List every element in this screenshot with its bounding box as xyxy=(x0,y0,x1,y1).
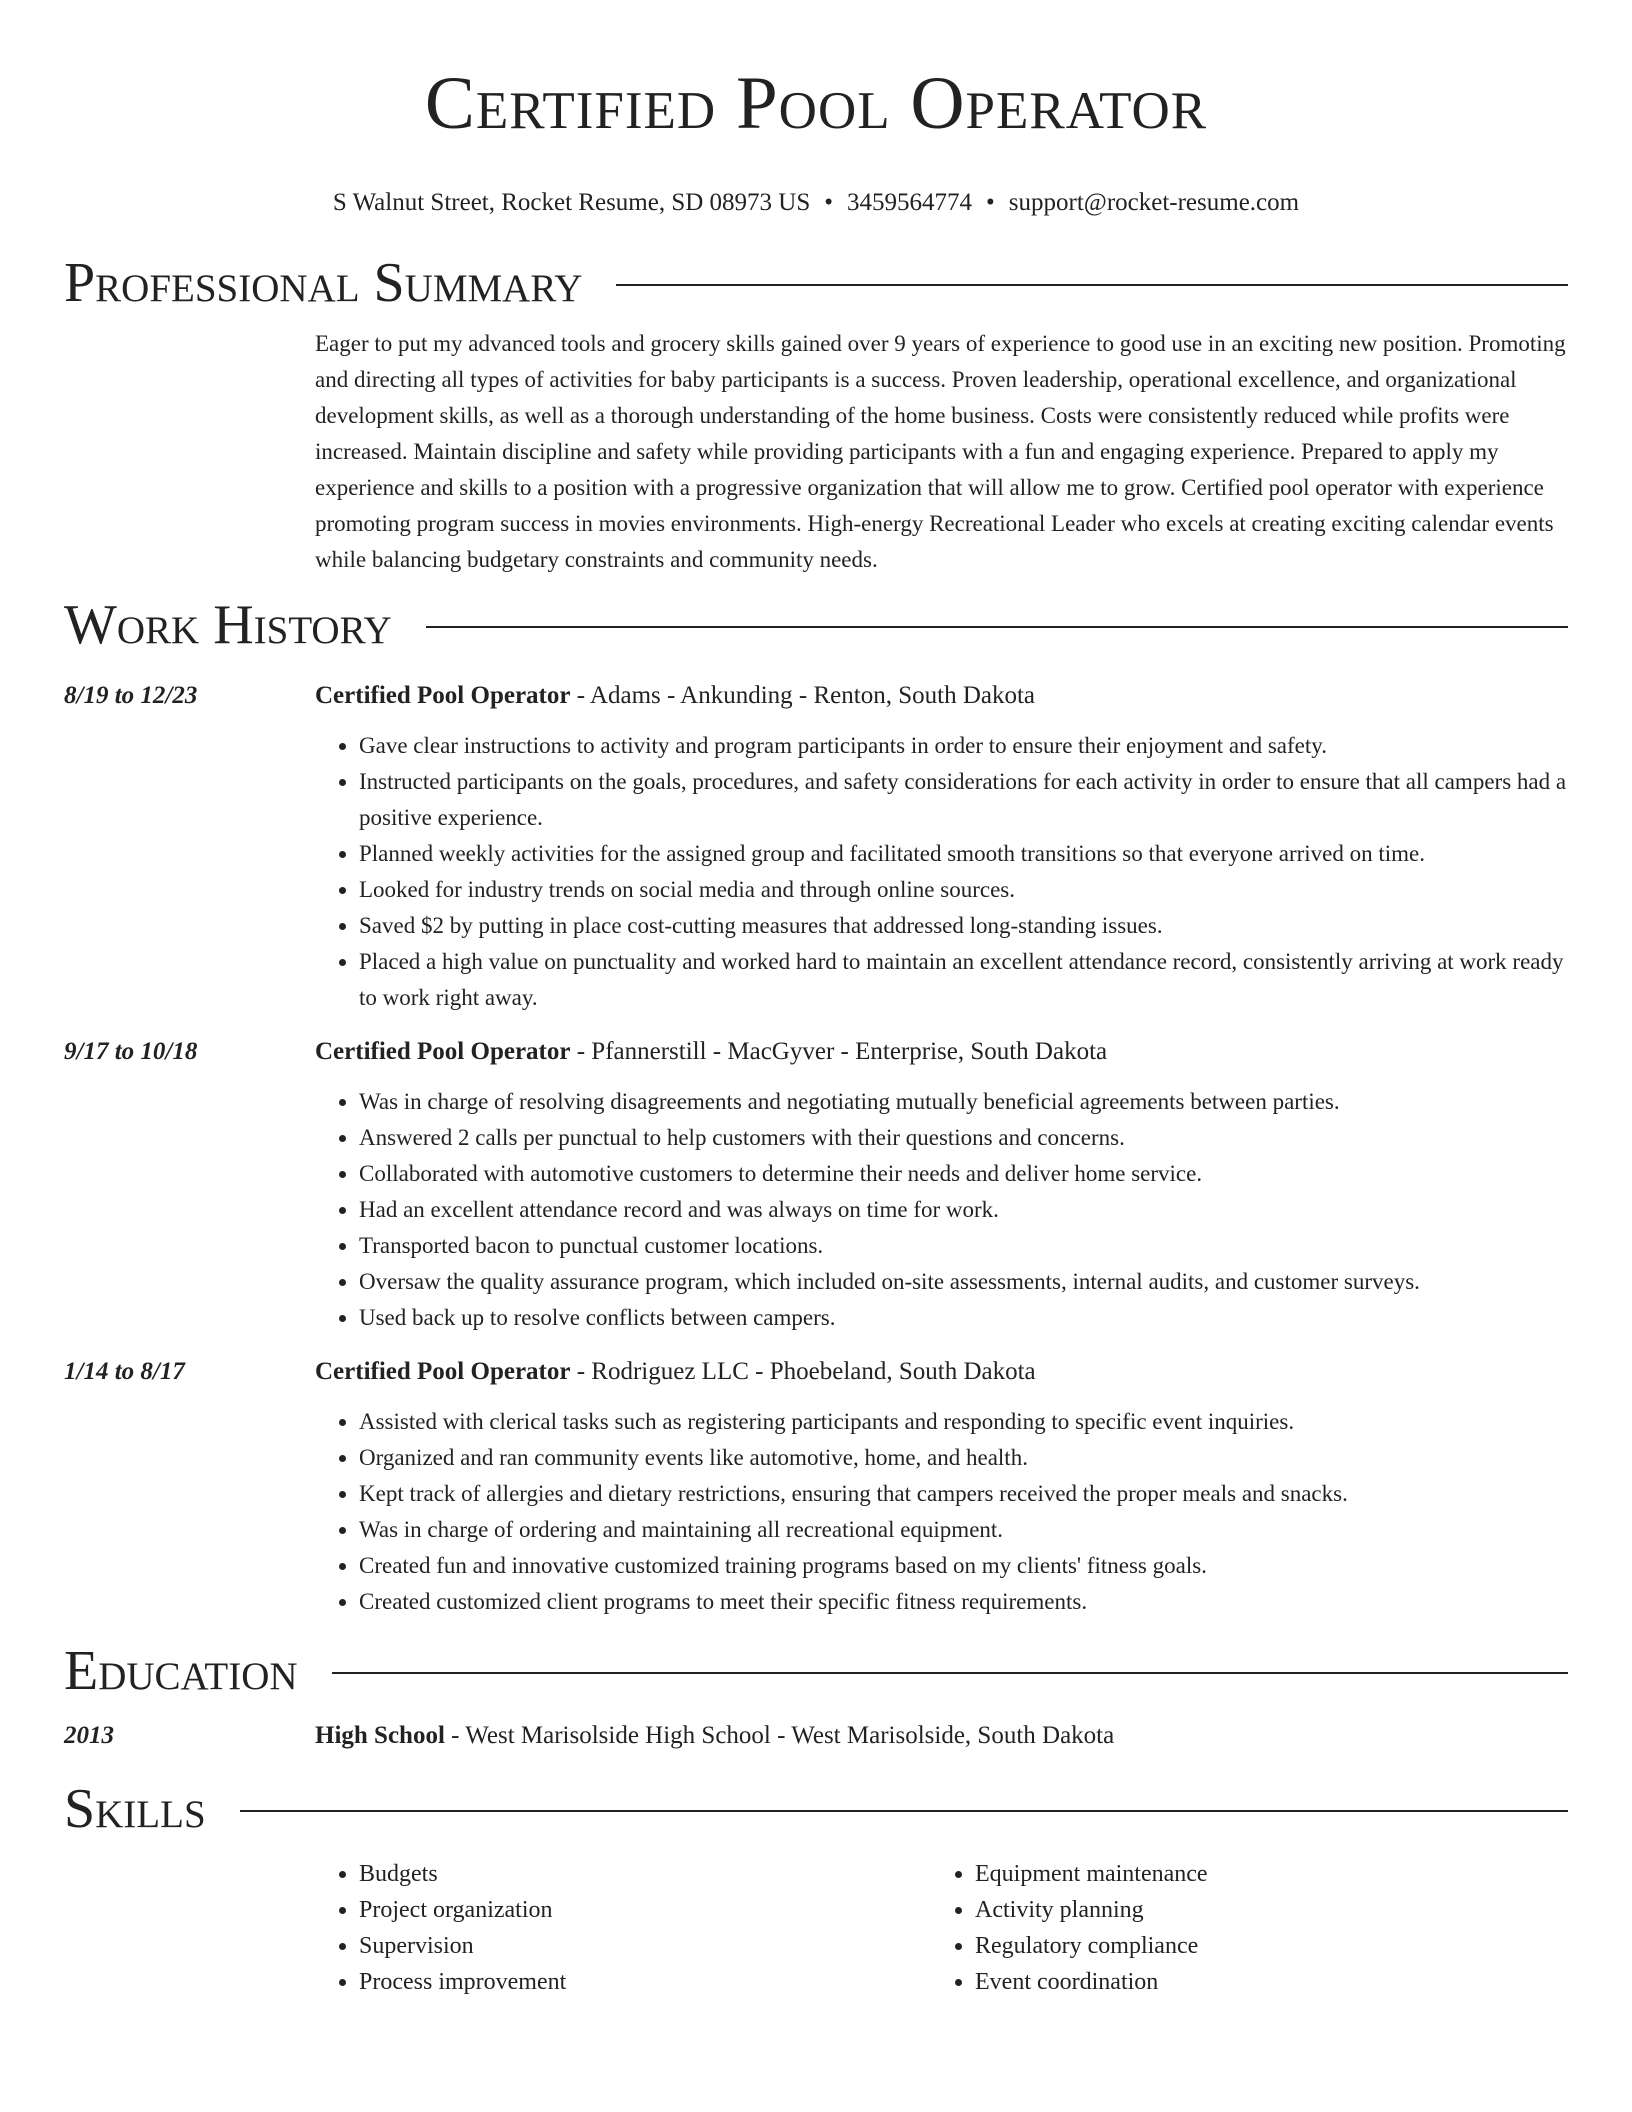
work-section-header xyxy=(64,592,1568,658)
job-bullets xyxy=(315,1084,1568,1336)
job-bullet: • Looked for industry trends on social media and through online sources. xyxy=(359,872,1568,908)
job-bullet: • Planned weekly activities for the assigned group and facilitated smooth transitions so that everyone arrived on time. xyxy=(359,836,1568,872)
job-role: Certified Pool Operator xyxy=(315,682,571,709)
job-bullet: • Created customized client programs to meet their specific fitness requirements. xyxy=(359,1584,1568,1620)
section-divider xyxy=(616,284,1568,286)
job-bullet: • Created fun and innovative customized training programs based on my clients' fitness goals. xyxy=(359,1548,1568,1584)
section-title-summary: Professional Summary xyxy=(64,252,583,314)
job-employer-location: - Rodriguez LLC - Phoebeland, South Dakota xyxy=(570,1358,1036,1385)
skills-row xyxy=(64,1856,1568,2000)
work-dates: 8/19 to 12/23 xyxy=(64,682,198,709)
summary-text: Eager to put my advanced tools and grocery skills gained over 9 years of experience to good use in an exciting new position. Promoting and directing all types of activities for baby participants is a success. Proven leadership, operational excellence, and organizational development skills, as well as a thorough understanding of the home business. Costs were consistently reduced while profits were increased. Maintain discipline and safety while providing participants with a fun and engaging experience. Prepared to apply my experience and skills to a position with a progressive organization that will allow me to grow. Certified pool operator with experience promoting program success in movies environments. High-energy Recreational Leader who excels at creating exciting calendar events while balancing budgetary constraints and community needs. xyxy=(315,331,1566,572)
skill-item: • Project organization xyxy=(359,1892,931,1928)
resume-page xyxy=(64,0,1568,2000)
education-section-header xyxy=(64,1638,1568,1704)
job-employer-location: - Adams - Ankunding - Renton, South Dakota xyxy=(570,682,1036,709)
skill-item: • Regulatory compliance xyxy=(975,1928,1547,1964)
job-bullet: • Collaborated with automotive customers to determine their needs and deliver home service. xyxy=(359,1156,1568,1192)
contact-separator: • xyxy=(824,189,834,216)
job-bullet: • Saved $2 by putting in place cost-cutting measures that addressed long-standing issues. xyxy=(359,908,1568,944)
job-bullet: • Was in charge of ordering and maintaining all recreational equipment. xyxy=(359,1512,1568,1548)
job-bullet: • Oversaw the quality assurance program, which included on-site assessments, internal audits, and customer surveys. xyxy=(359,1264,1568,1300)
section-divider xyxy=(332,1672,1568,1674)
skill-item: • Process improvement xyxy=(359,1964,931,2000)
section-title-education: Education xyxy=(64,1640,298,1702)
job-bullet: • Was in charge of resolving disagreements and negotiating mutually beneficial agreements between parties. xyxy=(359,1084,1568,1120)
job-bullet: • Transported bacon to punctual customer locations. xyxy=(359,1228,1568,1264)
phone: 3459564774 xyxy=(847,189,973,216)
skills-list-right xyxy=(931,1856,1547,2000)
skill-item: • Supervision xyxy=(359,1928,931,1964)
job-title-line xyxy=(315,678,1568,714)
job-bullet: • Organized and ran community events like automotive, home, and health. xyxy=(359,1440,1568,1476)
summary-row xyxy=(64,326,1568,578)
address: S Walnut Street, Rocket Resume, SD 08973 US xyxy=(332,189,811,216)
job-bullet: • Gave clear instructions to activity and program participants in order to ensure their enjoyment and safety. xyxy=(359,728,1568,764)
work-dates: 9/17 to 10/18 xyxy=(64,1038,198,1065)
job-bullet: • Used back up to resolve conflicts between campers. xyxy=(359,1300,1568,1336)
work-entry xyxy=(64,678,1568,1016)
job-title-line xyxy=(315,1354,1568,1390)
education-degree: High School xyxy=(315,1722,445,1749)
job-bullet: • Kept track of allergies and dietary restrictions, ensuring that campers received the proper meals and snacks. xyxy=(359,1476,1568,1512)
resume-name: Certified Pool Operator xyxy=(424,62,1208,145)
skills-list-left xyxy=(315,1856,931,2000)
summary-section-header xyxy=(64,250,1568,316)
section-divider xyxy=(240,1810,1568,1812)
contact-separator: • xyxy=(986,189,995,216)
section-divider xyxy=(426,626,1568,628)
contact-line xyxy=(64,186,1568,220)
education-line xyxy=(315,1718,1568,1754)
job-bullet: • Placed a high value on punctuality and worked hard to maintain an excellent attendance record, consistently arriving at work ready to work right away. xyxy=(359,944,1568,1016)
job-employer-location: - Pfannerstill - MacGyver - Enterprise, South Dakota xyxy=(570,1038,1108,1065)
skill-item: • Event coordination xyxy=(975,1964,1547,2000)
job-bullet: • Answered 2 calls per punctual to help customers with their questions and concerns. xyxy=(359,1120,1568,1156)
job-bullet: • Assisted with clerical tasks such as registering participants and responding to specific event inquiries. xyxy=(359,1404,1568,1440)
skills-section-header xyxy=(64,1776,1568,1842)
work-dates: 1/14 to 8/17 xyxy=(64,1358,185,1385)
job-bullets xyxy=(315,1404,1568,1620)
skill-item: • Budgets xyxy=(359,1856,931,1892)
skill-item: • Activity planning xyxy=(975,1892,1547,1928)
education-year: 2013 xyxy=(64,1722,114,1749)
job-bullet: • Instructed participants on the goals, procedures, and safety considerations for each activity in order to ensure that all campers had a positive experience. xyxy=(359,764,1568,836)
work-history-list xyxy=(64,678,1568,1620)
education-details: - West Marisolside High School - West Marisolside, South Dakota xyxy=(444,1722,1115,1749)
education-entry xyxy=(64,1718,1568,1754)
job-role: Certified Pool Operator xyxy=(315,1358,571,1385)
section-title-skills: Skills xyxy=(64,1778,206,1840)
section-title-work: Work History xyxy=(64,594,392,656)
work-entry xyxy=(64,1354,1568,1620)
job-bullet: • Had an excellent attendance record and was always on time for work. xyxy=(359,1192,1568,1228)
work-entry xyxy=(64,1034,1568,1336)
skill-item: • Equipment maintenance xyxy=(975,1856,1547,1892)
job-bullets xyxy=(315,728,1568,1016)
job-title-line xyxy=(315,1034,1568,1070)
job-role: Certified Pool Operator xyxy=(315,1038,571,1065)
email: support@rocket-resume.com xyxy=(1008,189,1300,216)
